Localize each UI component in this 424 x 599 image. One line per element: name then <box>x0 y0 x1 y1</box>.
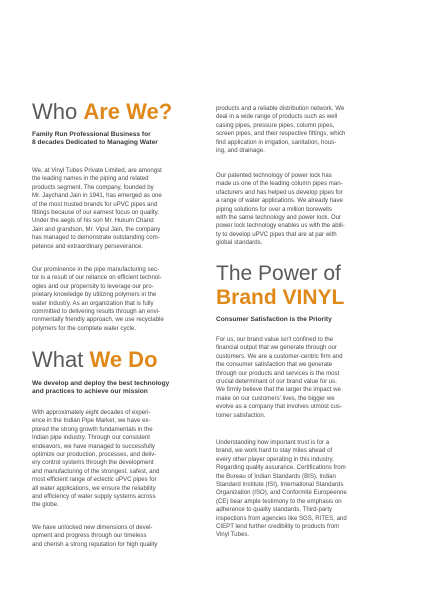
text-line: Jain and grandson, Mr. Vipul Jain, the company <box>32 225 161 233</box>
text-line: Under the aegis of his son Mr. Hukum Chand <box>32 217 154 225</box>
text-line: the consumer satisfaction that we generate <box>216 361 333 369</box>
heading-bold-part: Are We? <box>83 99 173 124</box>
what-subtitle <box>32 380 207 397</box>
heading-light-part: What <box>32 347 90 372</box>
power-subtitle <box>216 316 391 324</box>
text-line: and efficiency of water supply systems across <box>32 493 156 501</box>
text-line: inspections from agencies like SGS, RITES, and <box>216 514 347 522</box>
text-line: ence in the Indian Pipe Market, we have ex- <box>32 417 151 425</box>
text-line: Our prominence in the pipe manufacturing sec- <box>32 266 160 273</box>
heading-light-part: The Power of <box>216 262 341 285</box>
text-line: ronmentally friendly approach, we use recyclable <box>32 316 164 324</box>
text-line: (CE) bear ample testimony to the emphasis on <box>216 497 342 505</box>
what-paragraph-2 <box>32 524 207 549</box>
text-line: We have unlocked new dimensions of devel- <box>32 524 153 531</box>
subtitle-line: Family Run Professional Business for <box>32 131 151 138</box>
text-line: find application in irrigation, sanitation, hous- <box>216 138 337 146</box>
text-line: crucial determinant of our brand value for us. <box>216 378 337 386</box>
text-line: prietary knowledge by utilizing polymers in the <box>32 291 157 299</box>
text-line: piping solutions for over a million borewells <box>216 205 332 213</box>
text-line: Standard Institute (ISI), International Standards <box>216 481 344 489</box>
text-line: a range of water applications. We already have <box>216 197 343 205</box>
text-line: ty to develop uPVC pipes that are at par with <box>216 230 337 238</box>
text-line: tor is a result of our reliance on efficient technol- <box>32 274 162 282</box>
subtitle-line: We develop and deploy the best technology <box>32 380 170 387</box>
text-line: ufacturers and has helped us develop pipes for <box>216 188 343 196</box>
text-line: plored the strong growth fundamentals in the <box>32 425 153 433</box>
text-line: casing pipes, pressure pipes, column pipes, <box>216 121 335 129</box>
text-line: water industry. As an organization that is fully <box>32 299 154 307</box>
text-line: of the most trusted brands for uPVC pipes and <box>32 200 158 208</box>
what-paragraph-1 <box>32 409 207 510</box>
text-line: opment and progress through our timeless <box>32 532 147 540</box>
heading-light-part: Who <box>32 99 84 124</box>
power-paragraph-2 <box>216 439 391 540</box>
text-line: committed to delivering results through an envi- <box>32 308 161 316</box>
text-line: ogies and our propensity to leverage our pro- <box>32 282 154 290</box>
text-line: the globe. <box>32 501 59 509</box>
text-line: optimize our production, processes, and deliv- <box>32 451 157 459</box>
text-line: polymers for the complete water cycle. <box>32 324 136 332</box>
text-line: adherence to quality standards. Third-party <box>216 506 333 514</box>
text-line: every other player operating in this industry. <box>216 455 334 463</box>
text-line: financial output that we generate through our <box>216 344 337 352</box>
text-line: brand, we work hard to stay miles ahead of <box>216 447 333 455</box>
power-paragraph-1 <box>216 336 391 420</box>
text-line: through our products and services is the most <box>216 369 340 377</box>
intro-paragraph <box>216 105 391 155</box>
subtitle-line: Consumer Satisfaction is the Priority <box>216 316 332 323</box>
text-line: For us, our brand value isn't confined to the <box>216 336 334 343</box>
power-of-brand-heading <box>216 262 391 310</box>
text-line: With approximately eight decades of experi- <box>32 409 151 416</box>
who-paragraph-1 <box>32 167 207 251</box>
text-line: has managed to demonstrate outstanding com- <box>32 234 160 242</box>
text-line: all water applications, we ensure the reliability <box>32 484 156 492</box>
text-line: CIEPT lend further credibility to products from <box>216 523 340 531</box>
heading-bold-part: Brand VINYL <box>216 286 345 309</box>
text-line: evolve as a company that involves utmost cus- <box>216 403 342 411</box>
text-line: deal in a wide range of products such as well <box>216 113 338 121</box>
text-line: most efficient range of eclectic uPVC pipes for <box>32 476 157 484</box>
text-line: endeavors, we have managed to successfully <box>32 442 155 450</box>
text-line: Indian pipe industry. Through our consistent <box>32 434 150 442</box>
subtitle-line: and practices to achieve our mission <box>32 388 148 396</box>
text-line: the leading names in the piping and related <box>32 175 149 183</box>
text-line: and manufacturing of the strongest, safest, and <box>32 467 160 475</box>
text-line: products segment. The company, founded by <box>32 183 154 191</box>
text-line: petence and extraordinary perseverance. <box>32 242 144 250</box>
text-line: Understanding how important trust is for a <box>216 439 330 446</box>
text-line: products and a reliable distribution network. We <box>216 105 345 112</box>
text-line: made us one of the leading column pipes man- <box>216 180 343 188</box>
text-line: fittings because of our earnest focus on quality. <box>32 209 159 217</box>
text-line: Regarding quality assurance, Certifications from <box>216 464 346 472</box>
who-paragraph-2 <box>32 266 207 333</box>
text-line: ery control systems through the development <box>32 459 154 467</box>
text-line: customers. We are a customer-centric firm and <box>216 352 343 360</box>
text-line: We, at Vinyl Tubes Private Limited, are amongst <box>32 167 162 174</box>
text-line: We firmly believe that the larger the impact we <box>216 386 341 394</box>
text-line: Organization (ISO), and Conformité Européenne <box>216 489 347 497</box>
text-line: Vinyl Tubes. <box>216 531 250 539</box>
heading-bold-part: We Do <box>89 347 158 372</box>
text-line: make on our customers' lives, the bigger we <box>216 394 335 402</box>
text-line: and cherish a strong reputation for high quality <box>32 540 158 548</box>
text-line: global standards. <box>216 239 263 247</box>
text-line: with the same technology and power lock. Our <box>216 214 341 222</box>
subtitle-line: 8 decades Dedicated to Managing Water <box>32 139 158 147</box>
text-line: Mr. Jaychand Jain in 1941, has emerged as one <box>32 192 162 200</box>
text-line: screen pipes, and their respective fittings, which <box>216 130 346 138</box>
text-line: tomer satisfaction. <box>216 411 266 419</box>
what-we-do-heading <box>32 348 207 372</box>
who-are-we-heading <box>32 100 207 124</box>
text-line: ing, and drainage. <box>216 147 265 155</box>
text-line: the Bureau of Indian Standards (BIS), Indian <box>216 472 336 480</box>
technology-paragraph <box>216 172 391 248</box>
text-line: Our patented technology of power lock has <box>216 172 332 179</box>
text-line: power lock technology enables us with the abili- <box>216 222 345 230</box>
who-subtitle <box>32 131 207 148</box>
